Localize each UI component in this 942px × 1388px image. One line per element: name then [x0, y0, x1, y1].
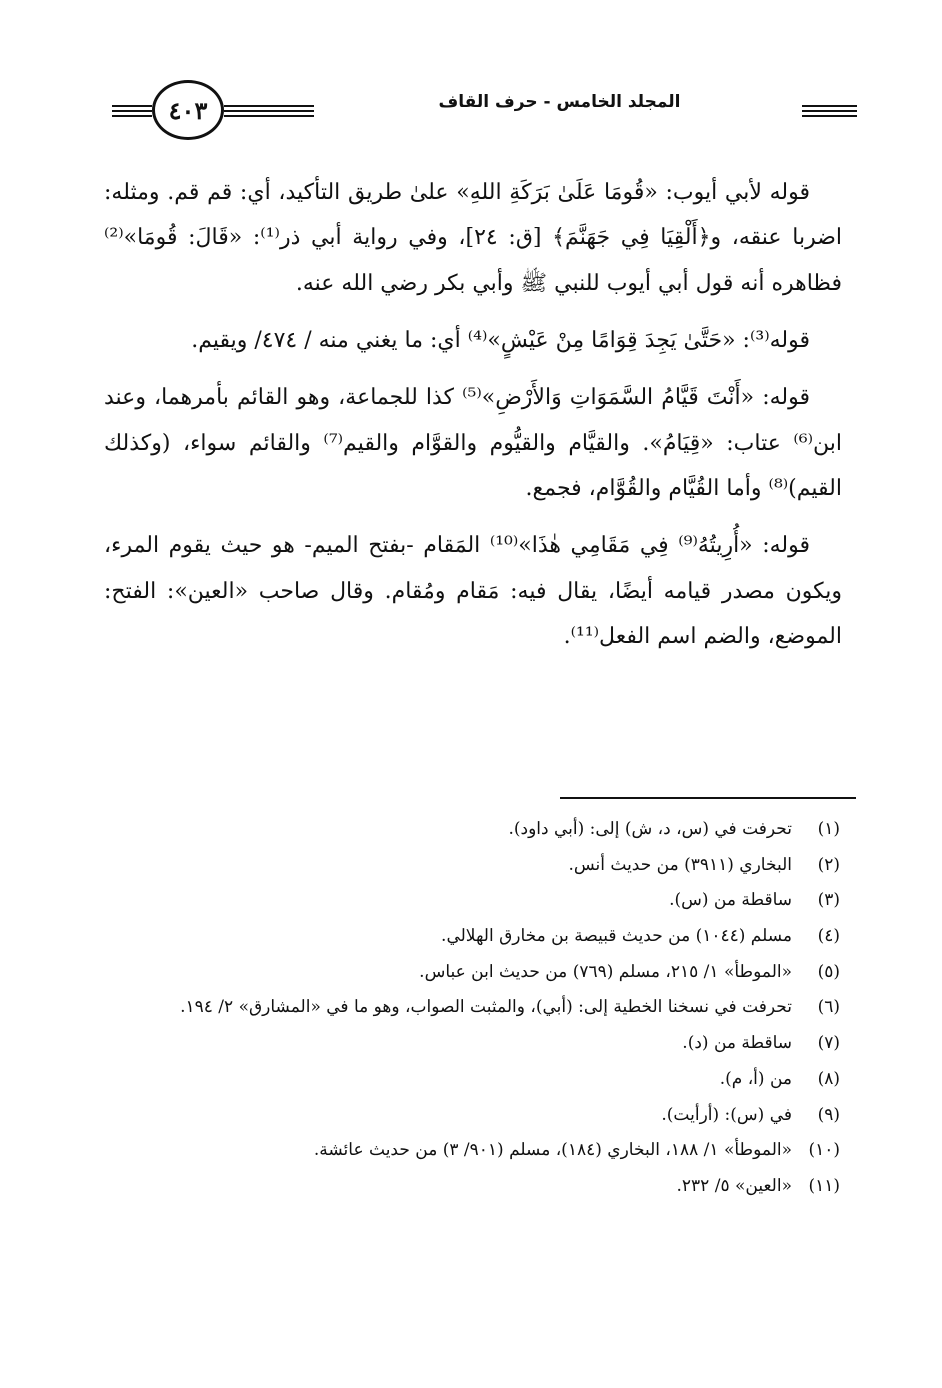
footnote-item: [130, 919, 840, 955]
footnote-item: [130, 1026, 840, 1062]
page-number: ٤٠٣: [168, 95, 208, 125]
header-rule: [112, 110, 152, 112]
footnote-number: (١١): [808, 1175, 840, 1196]
header-rule: [224, 110, 314, 112]
footnote-number: (٣): [817, 890, 840, 911]
footnote-item: [130, 955, 840, 991]
footnote-number: (١): [817, 819, 840, 839]
footnote-number: (١٠): [808, 1140, 840, 1161]
page-header: [112, 68, 857, 164]
paragraph: قوله لأبي أيوب: «قُومَا عَلَىٰ بَرَكَةِ اللهِ» علىٰ طريق التأكيد، أي: قم قم. ومثله: اضربا عنقه، و﴿أَلْقِيَا فِي جَهَنَّمَ﴾ [ق: ٢٤]، وفي رواية أبي ذر⁽¹⁾: «قَالَ: قُومَا»⁽²⁾ فظاهره أنه قول أبي أيوب للنبي ﷺ وأبي بكر رضي الله عنه.: [104, 180, 842, 296]
footnote-item: [130, 1062, 840, 1098]
footnote-text: «الموطأ» ١/ ٢١٥، مسلم (٧٦٩) من حديث ابن عباس.: [419, 961, 792, 982]
footnote-number: (٩): [817, 1104, 840, 1125]
header-rule: [224, 105, 314, 107]
footnote-item: [130, 883, 840, 919]
footnote-item: [130, 1133, 840, 1169]
footnote-text: «العين» ٥/ ٢٣٢.: [676, 1175, 792, 1196]
footnote-text: من (أ، م).: [719, 1068, 792, 1089]
footnote-text: «الموطأ» ١/ ١٨٨، البخاري (١٨٤)، مسلم (٩٠١/ ٣) من حديث عائشة.: [313, 1140, 792, 1161]
footnote-number: (٢): [817, 854, 840, 875]
footnote-number: (٤): [817, 926, 840, 947]
footnote-item: [130, 1098, 840, 1134]
header-rule: [802, 110, 857, 112]
footnote-text: ساقطة من (س).: [669, 890, 792, 911]
header-rule: [112, 115, 152, 117]
running-title: المجلد الخامس - حرف القاف: [438, 92, 681, 112]
header-rule: [112, 105, 152, 107]
header-rule: [802, 105, 857, 107]
main-text: [104, 170, 842, 671]
footnote-number: (٦): [817, 997, 840, 1018]
footnote-number: (٧): [817, 1033, 840, 1054]
footnote-text: في (س): (أرأيت).: [661, 1104, 792, 1125]
footnote-item: [130, 848, 840, 884]
footnote-number: (٨): [817, 1068, 840, 1089]
header-rule: [802, 115, 857, 117]
footnote-item: [130, 812, 840, 848]
footnotes-list: [130, 812, 840, 1205]
paragraph: قوله: «أَنْتَ قَيَّامُ السَّمَوَاتِ وَالأَرْضِ»⁽⁵⁾ كذا للجماعة، وهو القائم بأمرهما، وعند ابن⁽⁶⁾ عتاب: «قِيَامُ». والقيَّام والقيُّوم والقوَّام والقيم⁽⁷⁾ والقائم سواء، (وكذلك القيم)⁽⁸⁾ وأما القُيَّام والقُوَّام، فجمع.: [104, 385, 843, 501]
footnote-text: البخاري (٣٩١١) من حديث أنس.: [568, 854, 792, 875]
paragraph: قوله⁽³⁾: «حَتَّىٰ يَجِدَ قِوَامًا مِنْ عَيْشٍ»⁽⁴⁾ أي: ما يغني منه / ٤٧٤/ ويقيم.: [191, 327, 810, 353]
footnote-item: [130, 990, 840, 1026]
header-rule: [224, 115, 314, 117]
footnote-item: [130, 1169, 840, 1205]
footnote-text: تحرفت في نسخنا الخطية إلى: (أبي)، والمثبت الصواب، وهو ما في «المشارق» ٢/ ١٩٤.: [180, 997, 792, 1018]
footnote-text: مسلم (١٠٤٤) من حديث قبيصة بن مخارق الهلالي.: [441, 926, 792, 947]
footnote-text: ساقطة من (د).: [682, 1033, 792, 1054]
footnote-number: (٥): [817, 961, 840, 982]
footnote-text: تحرفت في (س، د، ش) إلى: (أبي داود).: [508, 819, 792, 839]
page-number-oval: [152, 80, 224, 140]
paragraph: قوله: «أُرِيتُهُ⁽⁹⁾ فِي مَقَامِي هٰذَا»⁽¹⁰⁾ المَقام -بفتح الميم- هو حيث يقوم المرء، ويكون مصدر قيامه أيضًا، يقال فيه: مَقام ومُقام. وقال صاحب «العين»: الفتح: الموضع، والضم اسم الفعل⁽¹¹⁾.: [104, 533, 842, 649]
footnote-separator: [560, 797, 856, 799]
